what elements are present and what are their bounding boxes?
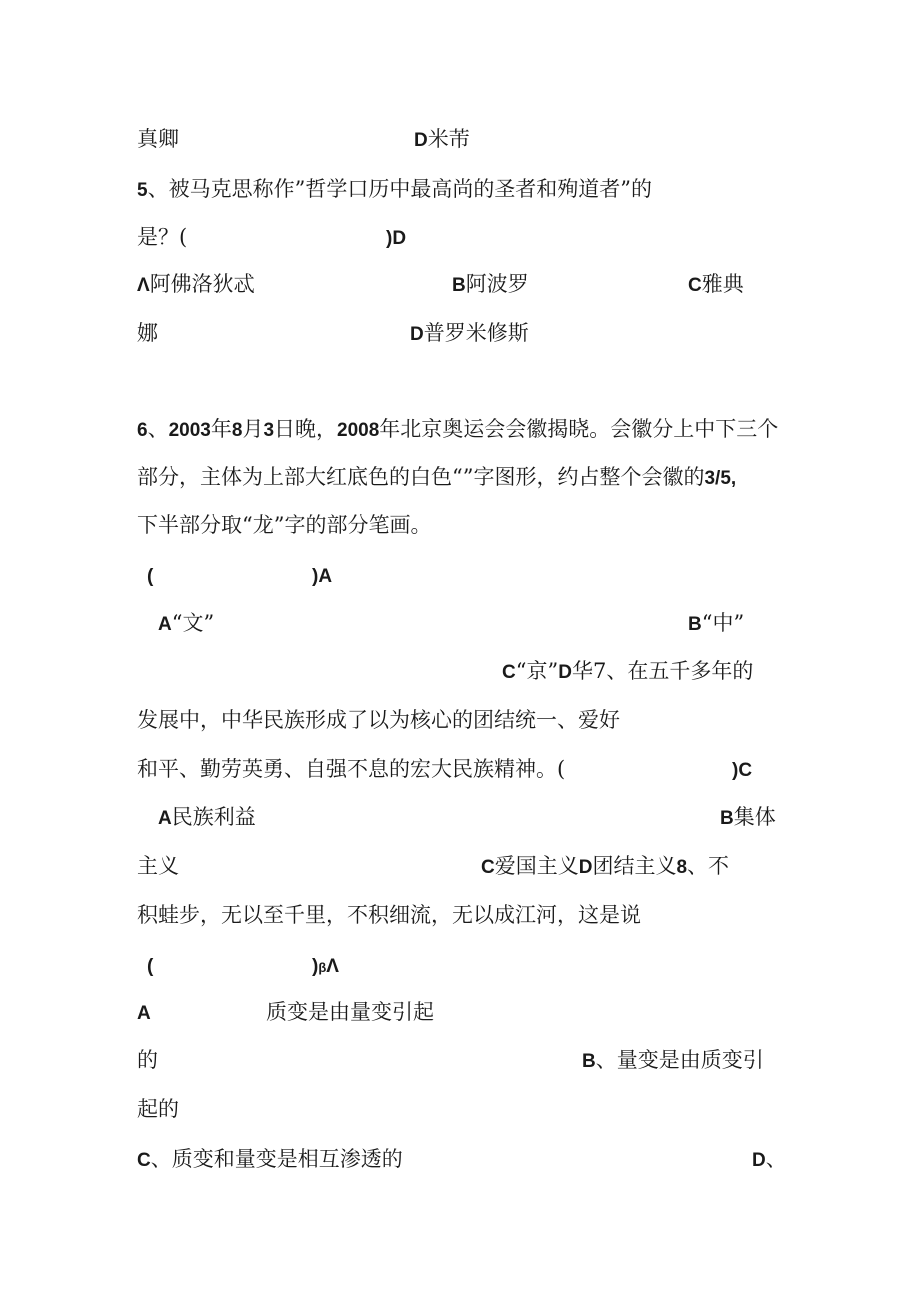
- option-c: [137, 1144, 403, 1176]
- option-label: C: [502, 662, 516, 683]
- question-5: [137, 174, 652, 206]
- text-fragment: 月: [242, 417, 264, 441]
- text-fragment: 8: [231, 420, 243, 441]
- option-d: [414, 124, 470, 156]
- option-text: 起的: [137, 1097, 179, 1121]
- question-6-line3: [137, 510, 431, 540]
- question-text: 发展中，中华民族形成了以为核心的团结统一、爱好: [137, 708, 620, 732]
- option-c-continued: [137, 318, 158, 348]
- option-b-continued: [137, 851, 179, 881]
- options-cd-q7: [502, 656, 753, 688]
- option-text: 阿佛洛狄忒: [149, 272, 255, 296]
- option-text: 爱国主义: [494, 854, 579, 878]
- question-text: 、被马克思称作”哲学口历中最高尚的圣者和殉道者”的: [147, 177, 653, 201]
- question-number: 6: [137, 420, 148, 441]
- option-text: 雅典: [701, 272, 744, 296]
- option-text: 米芾: [427, 127, 470, 151]
- option-text: 娜: [137, 321, 158, 345]
- option-text: 团结主义: [592, 854, 677, 878]
- text-fragment: 年北京奥运会会徽揭晓。会徽分上中下三个: [379, 417, 779, 441]
- option-text: 集体: [733, 805, 776, 829]
- text-fragment: 2008: [337, 420, 380, 441]
- text-fragment: 2003: [168, 420, 211, 441]
- option-b: [582, 1045, 764, 1077]
- option-a: [137, 269, 255, 301]
- option-a: [266, 997, 434, 1027]
- option-b: [452, 269, 529, 301]
- text-line: [137, 124, 179, 154]
- option-text: 华: [571, 659, 593, 683]
- option-label: D: [414, 130, 428, 151]
- option-label: C: [481, 857, 495, 878]
- option-d: [752, 1144, 787, 1176]
- text-fragment: 真卿: [137, 127, 179, 151]
- option-a: [158, 802, 256, 834]
- question-text: 是？(: [137, 225, 188, 249]
- question-5-line2: [137, 222, 187, 252]
- option-d: [410, 318, 529, 350]
- option-label: B: [720, 808, 734, 829]
- answer-text: ): [312, 956, 319, 977]
- question-6-line2: [137, 462, 736, 494]
- text-fragment: 年: [210, 417, 232, 441]
- option-label: C: [688, 275, 702, 296]
- answer-text: β: [318, 960, 327, 975]
- option-label: A: [158, 614, 172, 635]
- options-cd-q8: [481, 851, 729, 883]
- text-fragment: 3: [263, 420, 275, 441]
- text-fragment: 、: [147, 417, 169, 441]
- text-fragment: (: [147, 566, 154, 587]
- option-label: D: [558, 662, 572, 683]
- option-label: B: [582, 1051, 596, 1072]
- question-number: 8: [676, 857, 688, 878]
- question-text: 、在五千多年的: [606, 659, 754, 683]
- option-text: “文”: [171, 611, 215, 635]
- question-6: [137, 414, 778, 446]
- option-label: D: [410, 324, 424, 345]
- answer-text: Λ: [326, 956, 339, 977]
- text-fragment: 日晚，: [274, 417, 338, 441]
- option-text: 、量变是由质变引: [595, 1048, 764, 1072]
- answer-6: [312, 560, 332, 592]
- question-text: 、不: [687, 854, 730, 878]
- question-text: 积蛙步，无以至千里，不积细流，无以成江河，这是说: [137, 903, 641, 927]
- option-label: Λ: [137, 275, 150, 296]
- option-c: [688, 269, 744, 301]
- option-text: 质变是由量变引起: [266, 1000, 434, 1024]
- answer-5: [386, 222, 406, 254]
- paren-open: [147, 950, 153, 982]
- answer-8: [312, 950, 339, 983]
- option-b: [688, 608, 744, 640]
- question-7-line3: [137, 754, 565, 784]
- question-number: 7: [592, 659, 607, 683]
- text-fragment: 3/5,: [704, 468, 737, 489]
- answer-text: )D: [386, 228, 407, 249]
- option-text: 主义: [137, 854, 179, 878]
- option-a-continued: [137, 1045, 158, 1075]
- option-text: 的: [137, 1048, 158, 1072]
- option-b: [720, 802, 776, 834]
- option-label: C: [137, 1150, 151, 1171]
- text-fragment: 部分，主体为上部大红底色的白色“”字图形，约占整个会徽的: [137, 465, 705, 489]
- answer-text: )C: [732, 760, 753, 781]
- text-fragment: (: [147, 956, 154, 977]
- option-text: 普罗米修斯: [423, 321, 529, 345]
- text-fragment: 下半部分取“龙”字的部分笔画。: [137, 513, 432, 537]
- question-8-line2: [137, 900, 641, 930]
- option-text: 、: [765, 1147, 787, 1171]
- option-text: 阿波罗: [465, 272, 529, 296]
- option-a-label: [137, 997, 151, 1029]
- option-text: 、质变和量变是相互渗透的: [150, 1147, 403, 1171]
- option-label: B: [688, 614, 702, 635]
- paren-open: [147, 560, 153, 592]
- answer-7: [732, 754, 752, 786]
- option-text: “京”: [515, 659, 559, 683]
- option-label: D: [752, 1150, 766, 1171]
- question-number: 5: [137, 180, 148, 201]
- question-7-line2: [137, 705, 620, 735]
- answer-text: )A: [312, 566, 333, 587]
- option-b-continued: [137, 1094, 179, 1124]
- option-label: D: [578, 857, 593, 878]
- option-a: [158, 608, 214, 640]
- option-label: A: [137, 1003, 151, 1024]
- question-text: 和平、勤劳英勇、自强不息的宏大民族精神。(: [137, 757, 566, 781]
- option-text: 民族利益: [171, 805, 256, 829]
- option-label: A: [158, 808, 172, 829]
- option-label: B: [452, 275, 466, 296]
- option-text: “中”: [701, 611, 745, 635]
